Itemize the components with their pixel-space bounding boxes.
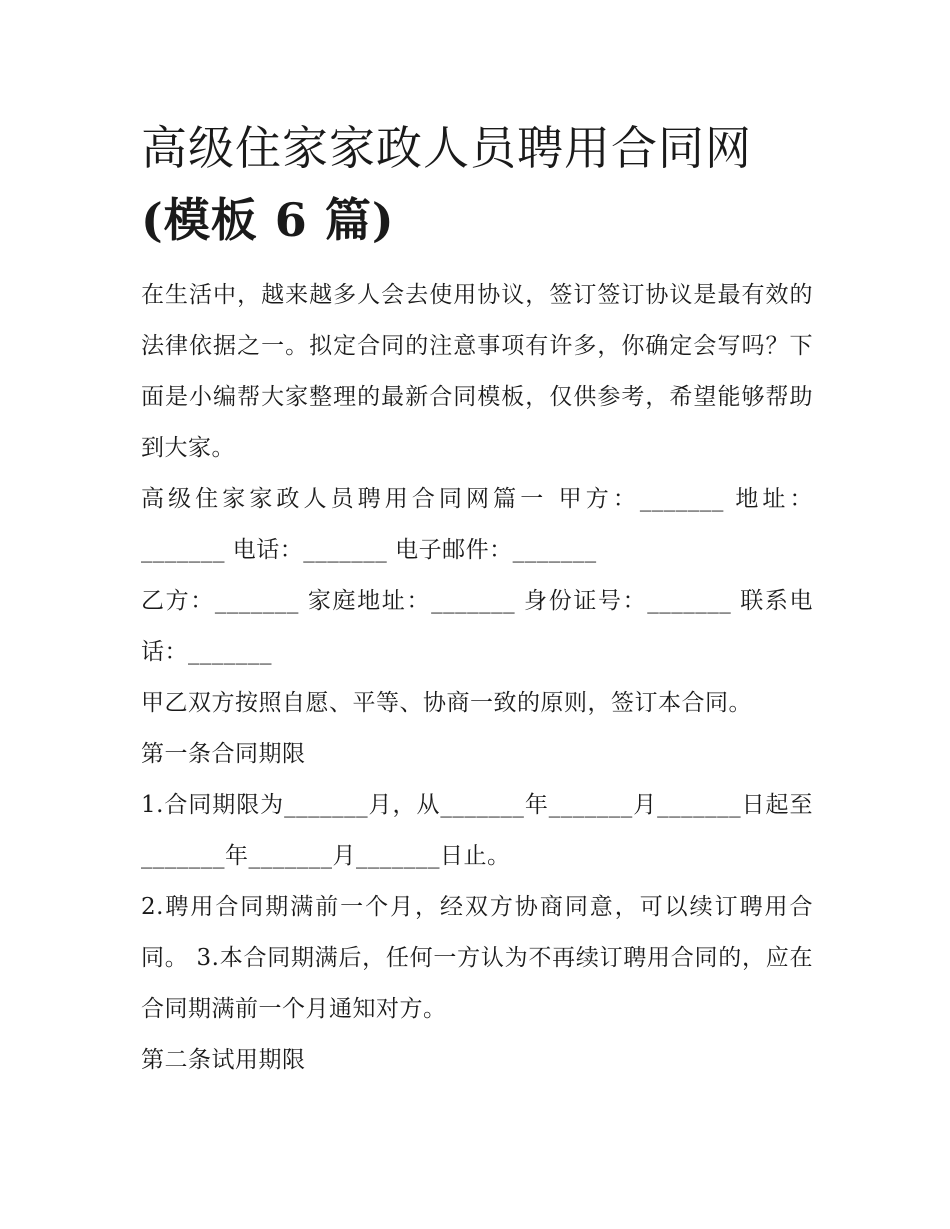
article-1-clause-2-3: 2.聘用合同期满前一个月，经双方协商同意，可以续订聘用合同。 3.本合同期满后，任何一方认为不再续订聘用合同的，应在合同期满前一个月通知对方。 xyxy=(141,894,813,1022)
document-page xyxy=(141,112,813,1086)
title-line-2-space-2 xyxy=(308,193,325,247)
intro-paragraph: 在生活中，越来越多人会去使用协议，签订签订协议是最有效的法律依据之一。拟定合同的注意事项有许多，你确定会写吗？下面是小编帮大家整理的最新合同模板，仅供参考，希望能够帮助到大家。 xyxy=(141,282,813,461)
article-1-clause-1: 1.合同期限为_______月，从_______年_______月_______日起至_______年_______月_______日止。 xyxy=(141,792,813,869)
title-line-2-number: 6 xyxy=(274,193,308,247)
article-2-heading: 第二条试用期限 xyxy=(141,1047,306,1073)
document-title xyxy=(141,112,813,256)
article-1-heading: 第一条合同期限 xyxy=(141,741,306,767)
agreement-principle: 甲乙双方按照自愿、平等、协商一致的原则，签订本合同。 xyxy=(141,690,752,716)
title-line-2-close: 篇) xyxy=(324,193,395,247)
title-line-2-open: (模板 xyxy=(141,193,258,247)
title-line-2-space xyxy=(258,193,275,247)
title-line-1: 高级住家家政人员聘用合同网 xyxy=(141,121,752,175)
party-b-info: 乙方：_______ 家庭地址：_______ 身份证号：_______ 联系电话：_______ xyxy=(141,588,813,665)
party-a-info: 高级住家家政人员聘用合同网篇一 甲方：_______ 地址：_______ 电话：_______ 电子邮件：_______ xyxy=(141,486,813,563)
